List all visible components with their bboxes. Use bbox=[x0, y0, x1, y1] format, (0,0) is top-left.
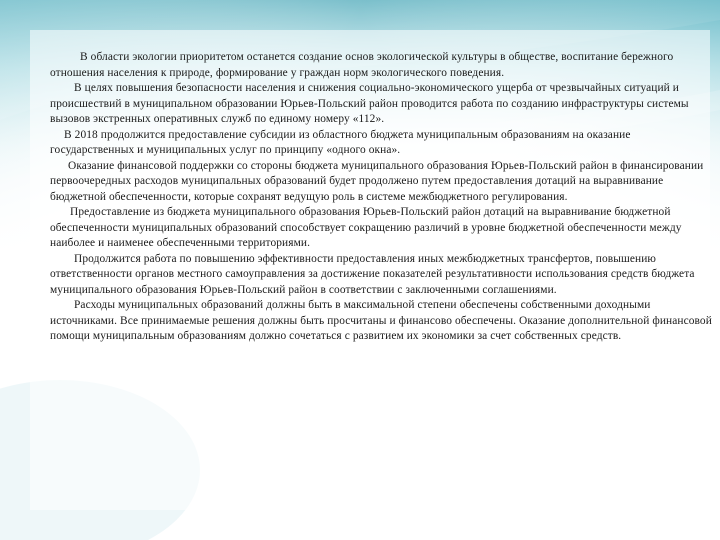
body-text bbox=[50, 50, 714, 345]
paragraph-equalization-grants: Предоставление из бюджета муниципального образования Юрьев-Польский район дотаций на выравнивание бюджетной обеспеченности муниципальных образований способствует сокращению различий в уровне бюджетной обеспеченности между наиболее и наименее обеспеченными территориями. bbox=[50, 206, 682, 249]
paragraph-financial-support: Оказание финансовой поддержки со стороны бюджета муниципального образования Юрьев-Польский район в финансировании первоочередных расходов муниципальных образований будет продолжено путем предоставления дотаций на выравнивание бюджетной обеспеченности, которые сохранят ведущую роль в системе межбюджетного регулирования. bbox=[50, 159, 704, 203]
paragraph-one-window: В 2018 продолжится предоставление субсидии из областного бюджета муниципальным образованиям на оказание государственных и муниципальных услуг по принципу «одного окна». bbox=[50, 128, 631, 156]
paragraph-own-revenues: Расходы муниципальных образований должны быть в максимальной степени обеспечены собственными доходными источниками. Все принимаемые решения должны быть просчитаны и финансово обеспечены. Оказание дополнительной финансовой помощи муниципальным образованиям должно сочетаться с развитием их экономики за счет собственных средств. bbox=[50, 299, 712, 342]
paragraph-transfers-efficiency: Продолжится работа по повышению эффективности предоставления иных межбюджетных трансфертов, повышению ответственности органов местного самоуправления за достижение показателей результативности использования средств бюджета муниципального образования Юрьев-Польский район в соответствии с заключенными соглашениями. bbox=[50, 252, 695, 296]
paragraph-ecology: В области экологии приоритетом останется создание основ экологической культуры в обществе, воспитание бережного отношения населения к природе, формирование у граждан норм экологического поведения. bbox=[50, 51, 674, 79]
paragraph-safety-112: В целях повышения безопасности населения и снижения социально-экономического ущерба от чрезвычайных ситуаций и происшествий в муниципальном образовании Юрьев-Польский район проводится работа по созданию инфраструктуры системы вызовов экстренных оперативных служб по единому номеру «112». bbox=[50, 82, 689, 125]
